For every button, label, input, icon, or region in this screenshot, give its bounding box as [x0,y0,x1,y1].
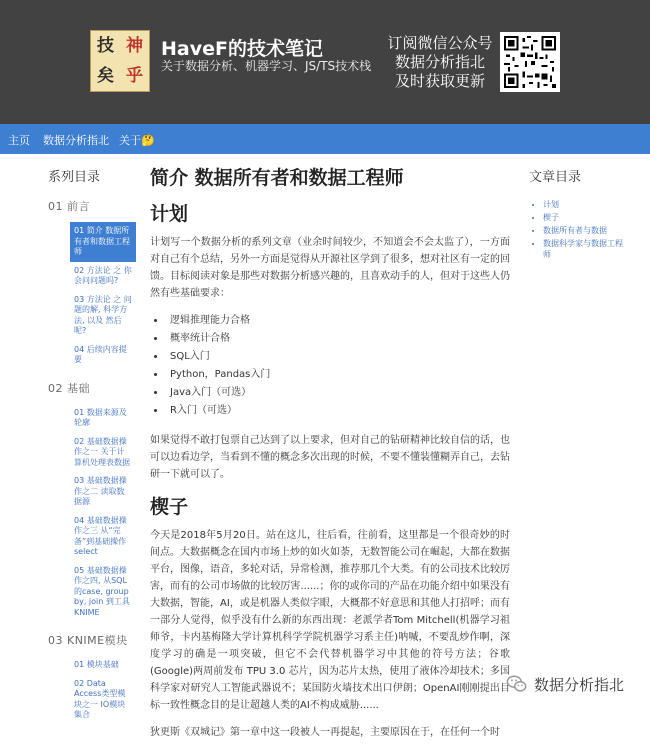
nav-item-series[interactable]: 数据分析指北 [43,134,109,147]
list-item: • Python，Pandas入门 [166,366,510,384]
list-item: • R入门（可选） [166,402,510,420]
logo-char: 技 [97,35,114,56]
section-heading-plan: 计划 [150,203,189,225]
sidebar-item[interactable]: 04 后续内容提要 [74,344,127,364]
site-logo[interactable] [90,30,150,92]
sidebar-item[interactable]: 04 基础数据操作之三 从“完备”到基础操作select [74,515,127,556]
sidebar-section-label: 02 基础 [48,381,90,395]
toc-item[interactable]: • 数据所有者与数据 [543,225,629,236]
toc-sidebar [529,166,629,262]
list-item: • 概率统计合格 [166,330,510,348]
logo-char: 乎 [126,65,143,86]
site-title[interactable]: HaveF的技术笔记 [161,38,323,60]
nav-item-about[interactable]: 关于🤔 [119,134,155,147]
subscribe-text [384,34,496,91]
site-header [0,0,650,124]
requirements-list [166,312,510,420]
nav-bar [0,124,650,154]
paragraph: 狄更斯《双城记》第一章中这一段被人一再提起，主要原因在于，在任何一个时 [150,727,500,738]
logo-char: 矣 [97,65,114,86]
sidebar-item[interactable]: 02 方法论 之 你会问问题吗? [74,265,132,285]
logo-char: 神 [126,35,143,56]
subscribe-line: 订阅微信公众号 [387,34,493,52]
sidebar-item[interactable]: 01 数据来源及轮廓 [74,407,127,427]
sidebar-item[interactable]: 02 Data Access类型模块之一 IO模块集合 [74,678,126,719]
paragraph: 今天是2018年5月20日。站在这儿，往后看，往前看，这里都是一个很奇妙的时间点。大数据概念在国内市场上炒的如火如荼，无数智能公司在崛起，大都在数据平台，图像，语音，多轮对话，异常检测，推荐那几个大类。有的公司技术比较厉害，而有的公司市场做的比较厉害......；你的或你司的产品在功能介绍中如果没有大数据，智能，AI，或是机器人类似字眼，大概都不好意思和其他人打招呼；而有一部分人觉得，似乎没有什么新的东西出现：老派学者Tom Mitchell(机器学习祖师爷，卡内基梅隆大学计算机科学学院机器学习系主任)呐喊，不要乱炒作啊，深度学习的确是一项突破，但它不会代替机器学习中其他的符号方法；谷歌(Google)两周前发布 TPU 3.0 芯片，因为芯片太热，使用了液体冷却技术；多国科学家对研究人工智能武器说不；某国防火墙技术出口伊朗；OpenAI刚刚提出目标一致性概念目的是让超越人类的AI不构成威胁...... [150,530,510,711]
wechat-icon [506,673,528,695]
paragraph: 如果觉得不敢打包票自己达到了以上要求，但对自己的钻研精神比较自信的话，也可以边看边学，当看到不懂的概念多次出现的时候，不要不懂装懂糊弄自己，去钻研一下就可以了。 [150,435,510,480]
subscribe-line: 数据分析指北 [394,53,485,71]
sidebar-item-active[interactable]: 01 简介 数据所有者和数据工程师 [70,222,136,262]
list-item: • SQL入门 [166,348,510,366]
subscribe-line: 及时获取更新 [394,72,485,90]
nav-item-home[interactable]: 主页 [8,134,30,147]
site-subtitle: 关于数据分析、机器学习、JS/TS技术栈 [161,59,372,73]
sidebar-section-label: 03 KNIME模块 [48,634,128,647]
article-title: 简介 数据所有者和数据工程师 [150,167,404,189]
list-item: • Java入门（可选） [166,384,510,402]
toc-item[interactable]: • 计划 [543,199,629,210]
section-heading-prologue: 楔子 [150,496,189,518]
paragraph: 计划写一个数据分析的系列文章（业余时间较少，不知道会不会太监了），一方面对自己有个总结，另外一方面是觉得从开源社区学到了很多，想对社区有一定的回馈。目标阅读对象是那些对数据分析感兴趣的，且喜欢动手的人，但对于这些人仍然有些基础要求： [150,237,510,299]
sidebar-item[interactable]: 01 模块基础 [74,660,119,669]
sidebar-item[interactable]: 05 基础数据操作之四, 从SQL的case, group by, join 到工具KNIME [74,565,130,617]
list-item: • 逻辑推理能力合格 [166,312,510,330]
toc-item[interactable]: • 楔子 [543,212,629,223]
sidebar-item[interactable]: 03 基础数据操作之二 读取数据源 [74,476,127,506]
toc-item[interactable]: • 数据科学家与数据工程师 [543,238,629,260]
toc-list [543,199,629,260]
qr-code-image [500,32,560,92]
series-sidebar [48,166,136,725]
wechat-watermark [506,673,624,695]
sidebar-title: 系列目录 [48,170,101,185]
sidebar-section-label: 01 前言 [48,200,90,213]
toc-title: 文章目录 [529,170,582,185]
sidebar-item[interactable]: 02 基础数据操作之一 关于计算机处理表数据 [74,436,130,467]
sidebar-item[interactable]: 03 方法论 之 问题的解, 科学方法, 以及 然后呢? [74,294,132,335]
article-content [150,166,510,751]
watermark-label: 数据分析指北 [534,675,625,694]
